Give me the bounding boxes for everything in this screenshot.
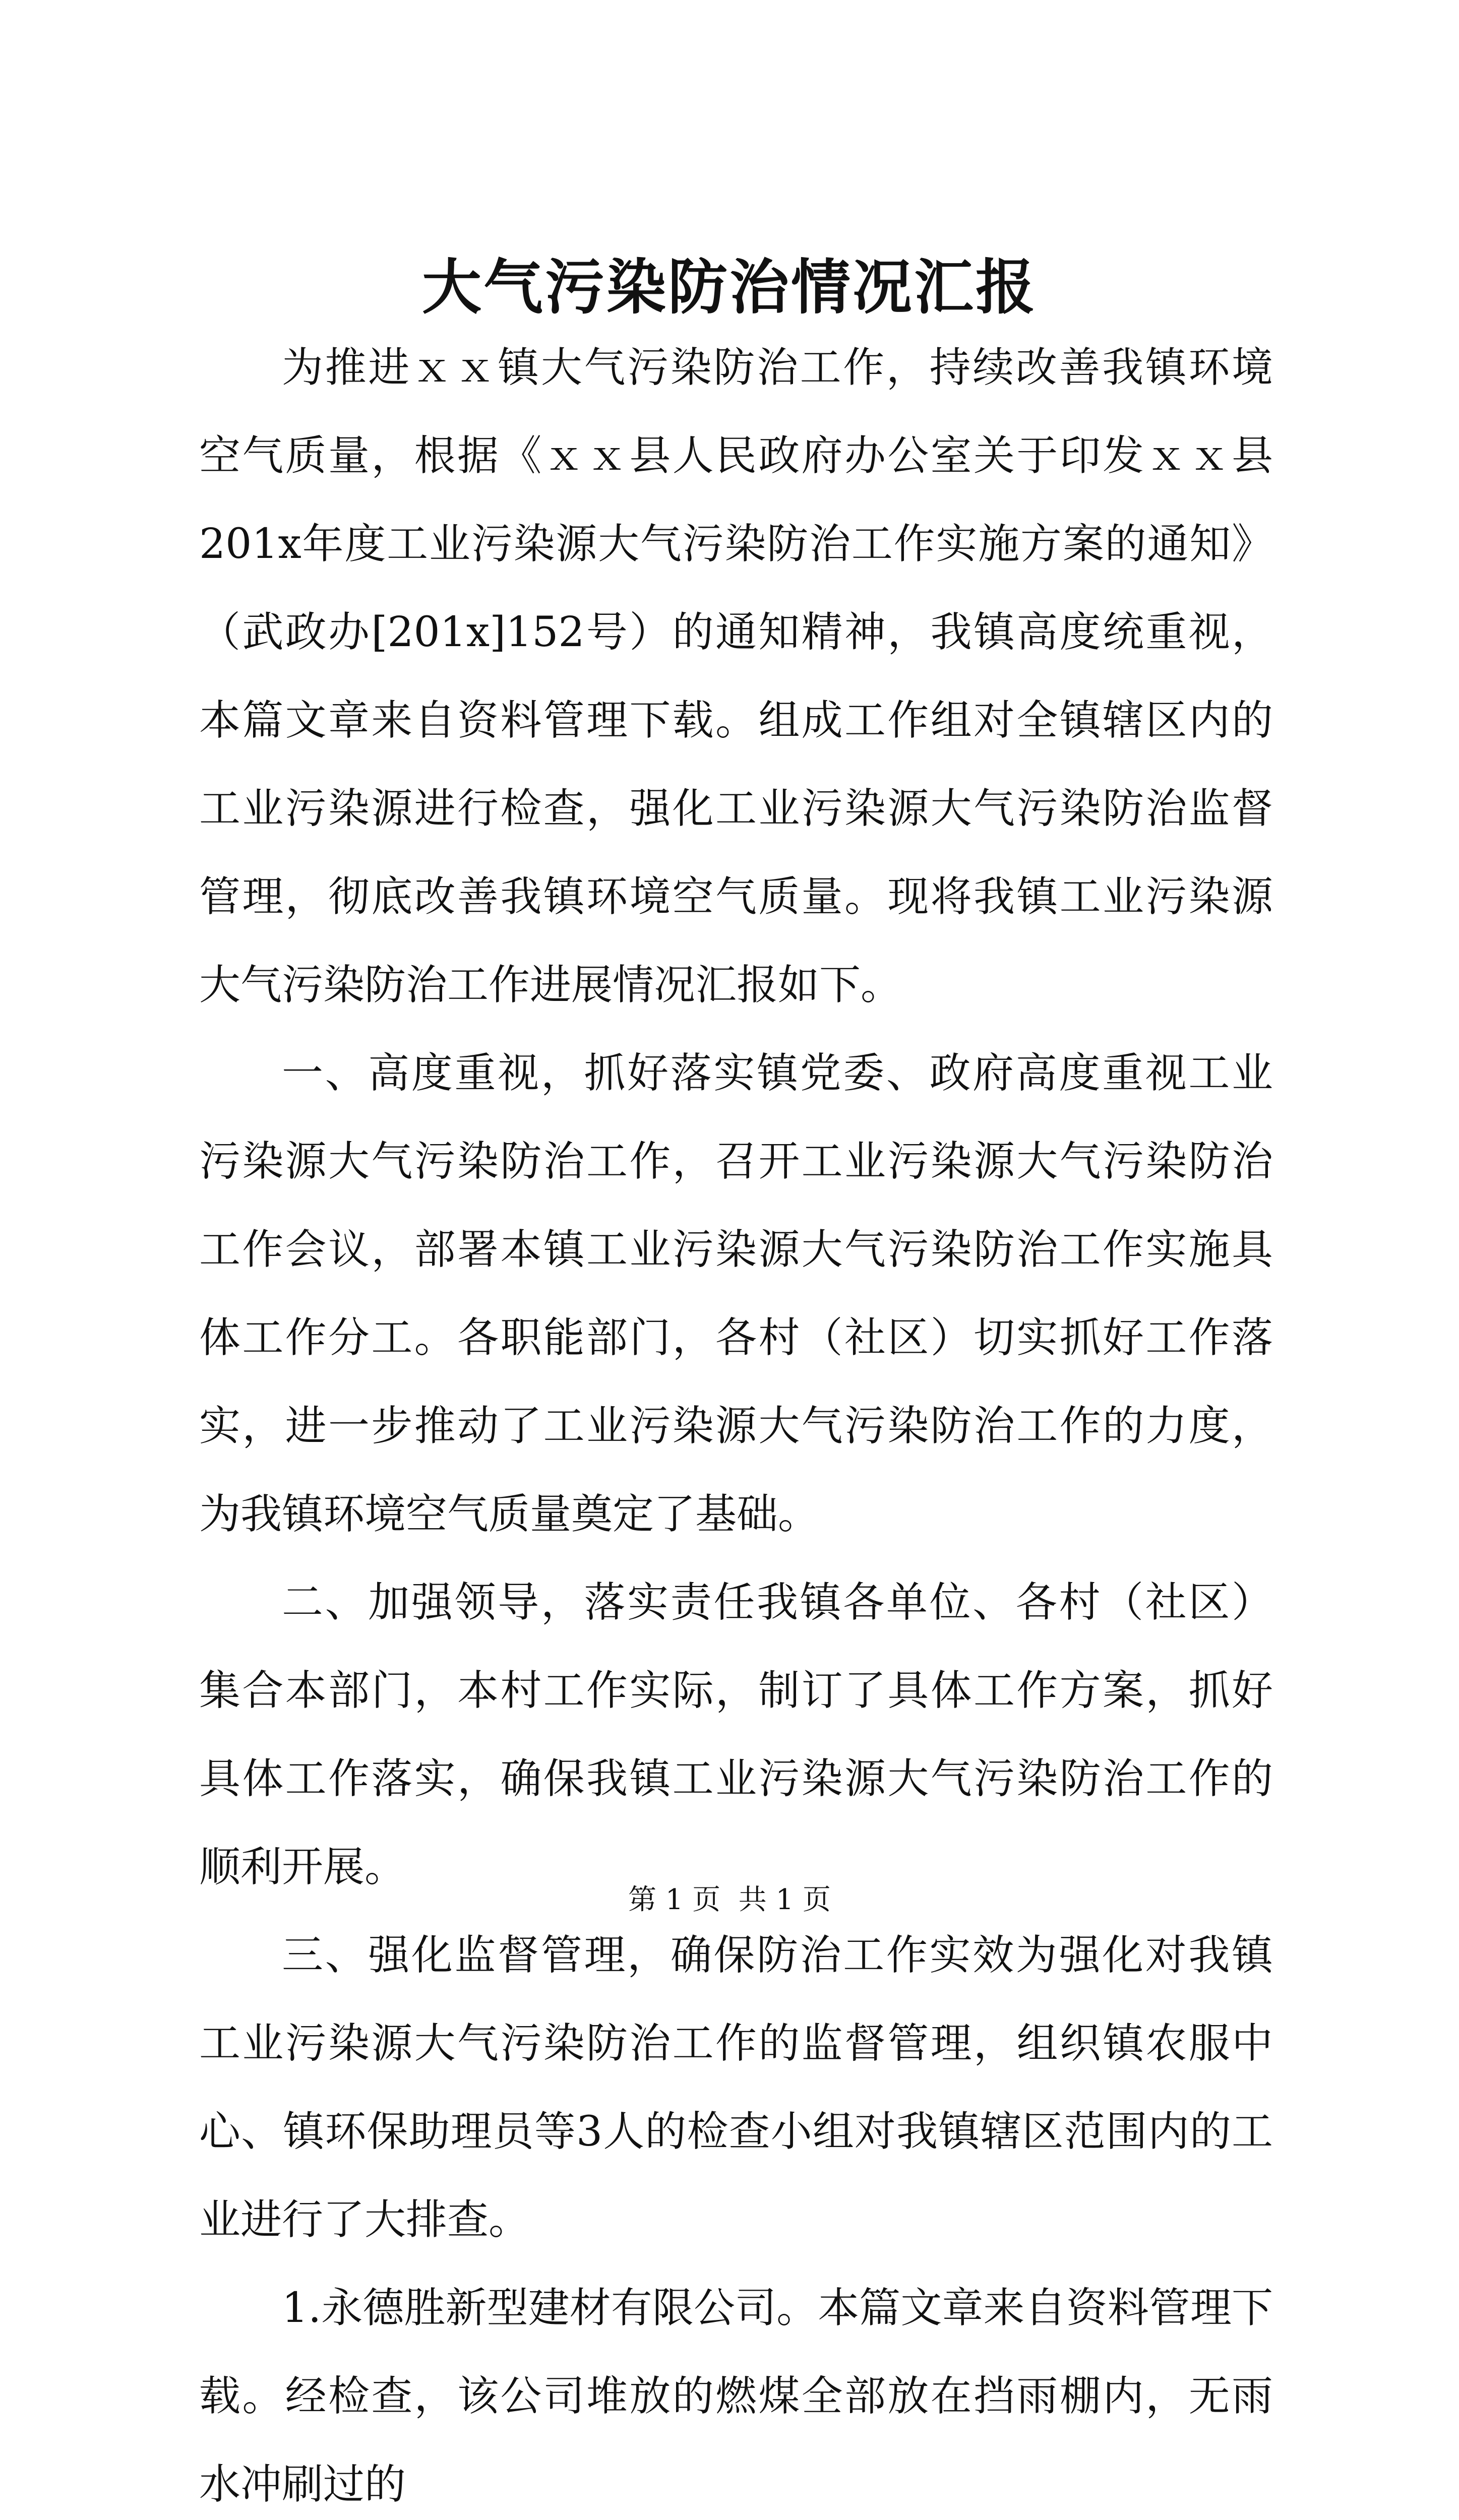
- paragraph-item-1: 1.永德胜新型建材有限公司。本篇文章来自资料管理下载。经检查，该公司堆放的燃煤全部放在挡雨棚内，无雨水冲刷过的: [199, 2284, 1273, 2508]
- document-body: [199, 324, 1273, 2520]
- paragraph-section-3: 三、强化监督管理，确保防治工作实效为强化对我镇工业污染源大气污染防治工作的监督管理，组织镇农服中心、镇环保助理员等3人的检查小组对我镇辖区范围内的工业进行了大排查。: [199, 1931, 1273, 2244]
- paragraph-section-2: 二、加强领导，落实责任我镇各单位、各村（社区）集合本部门，本村工作实际，制订了具体工作方案，抓好具体工作落实，确保我镇工业污染源大气污染防治工作的顺利开展。: [199, 1579, 1273, 1891]
- paragraph-section-1: 一、高度重视，抓好落实镇党委、政府高度重视工业污染源大气污染防治工作，召开工业污染源大气污染防治工作会议，部署本镇工业污染源大气污染防治工作实施具体工作分工。各职能部门，各村（社区）切实抓好工作落实，进一步推动了工业污染源大气污染防治工作的力度，为我镇环境空气质量奠定了基础。: [199, 1049, 1273, 1538]
- paragraph-intro: 为推进ｘｘ镇大气污染防治工作，持续改善我镇环境空气质量，根据《ｘｘ县人民政府办公室关于印发ｘｘ县201x年度工业污染源大气污染防治工作实施方案的通知》（武政办[201x]152号）的通知精神，我镇高度统重视，本篇文章来自资料管理下载。组成工作组对全镇辖区内的工业污染源进行检查，强化工业污染源大气污染防治监督管理，彻底改善我镇环境空气质量。现将我镇工业污染源大气污染防治工作进展情况汇报如下。: [199, 344, 1273, 1009]
- page-footer: 第 1 页 共 1 页: [628, 1883, 831, 1916]
- document-title: 大气污染防治情况汇报: [421, 252, 1037, 322]
